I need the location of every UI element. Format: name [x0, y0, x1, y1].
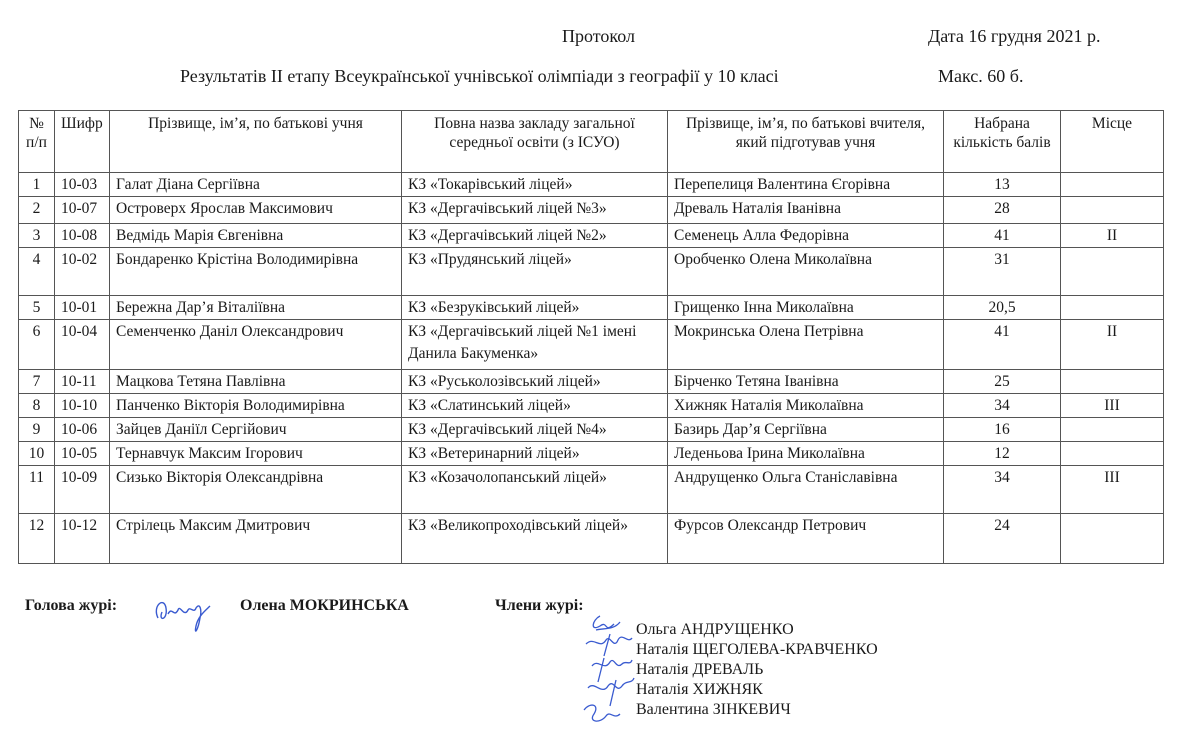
- table-row: [19, 296, 1164, 320]
- row-student: Бережна Дар’я Віталіївна: [110, 296, 402, 320]
- row-number: 4: [19, 248, 55, 296]
- row-teacher: Древаль Наталія Іванівна: [668, 197, 944, 224]
- row-score: 25: [944, 370, 1061, 394]
- row-number: 7: [19, 370, 55, 394]
- row-student: Бондаренко Крістіна Володимирівна: [110, 248, 402, 296]
- row-number: 8: [19, 394, 55, 418]
- document-subtitle: Результатів ІІ етапу Всеукраїнської учнівської олімпіади з географії у 10 класі: [180, 66, 779, 86]
- row-student: Островерх Ярослав Максимович: [110, 197, 402, 224]
- row-number: 5: [19, 296, 55, 320]
- table-row: [19, 418, 1164, 442]
- row-code: 10-02: [55, 248, 110, 296]
- table-header-row: [19, 111, 1164, 173]
- row-score: 12: [944, 442, 1061, 466]
- results-table: [18, 110, 1164, 564]
- row-teacher: Грищенко Інна Миколаївна: [668, 296, 944, 320]
- row-student: Тернавчук Максим Ігорович: [110, 442, 402, 466]
- table-row: [19, 224, 1164, 248]
- table-row: [19, 173, 1164, 197]
- table-row: [19, 514, 1164, 564]
- row-score: 20,5: [944, 296, 1061, 320]
- row-teacher: Мокринська Олена Петрівна: [668, 320, 944, 370]
- row-score: 31: [944, 248, 1061, 296]
- row-teacher: Леденьова Ірина Миколаївна: [668, 442, 944, 466]
- row-student: Зайцев Даніїл Сергійович: [110, 418, 402, 442]
- row-score: 34: [944, 466, 1061, 514]
- row-place: [1061, 370, 1164, 394]
- document-date: Дата 16 грудня 2021 р.: [928, 26, 1101, 46]
- row-score: 13: [944, 173, 1061, 197]
- row-school: КЗ «Прудянський ліцей»: [402, 248, 668, 296]
- row-teacher: Хижняк Наталія Миколаївна: [668, 394, 944, 418]
- row-score: 28: [944, 197, 1061, 224]
- row-teacher: Андрущенко Ольга Станіславівна: [668, 466, 944, 514]
- row-teacher: Фурсов Олександр Петрович: [668, 514, 944, 564]
- row-school: КЗ «Ветеринарний ліцей»: [402, 442, 668, 466]
- row-code: 10-08: [55, 224, 110, 248]
- row-score: 41: [944, 224, 1061, 248]
- row-student: Сизько Вікторія Олександрівна: [110, 466, 402, 514]
- row-code: 10-01: [55, 296, 110, 320]
- col-header-student: Прізвище, ім’я, по батькові учня: [110, 111, 402, 173]
- row-number: 3: [19, 224, 55, 248]
- row-place: ІІІ: [1061, 466, 1164, 514]
- row-code: 10-10: [55, 394, 110, 418]
- row-student: Ведмідь Марія Євгенівна: [110, 224, 402, 248]
- row-place: [1061, 442, 1164, 466]
- row-student: Панченко Вікторія Володимирівна: [110, 394, 402, 418]
- table-row: [19, 442, 1164, 466]
- col-header-school: Повна назва закладу загальної середньої освіти (з ІСУО): [402, 111, 668, 173]
- row-student: Мацкова Тетяна Павлівна: [110, 370, 402, 394]
- row-student: Семенченко Даніл Олександрович: [110, 320, 402, 370]
- row-school: КЗ «Дергачівський ліцей №4»: [402, 418, 668, 442]
- row-teacher: Базирь Дар’я Сергіївна: [668, 418, 944, 442]
- row-code: 10-06: [55, 418, 110, 442]
- row-number: 1: [19, 173, 55, 197]
- row-school: КЗ «Дергачівський ліцей №1 імені Данила Бакуменка»: [402, 320, 668, 370]
- row-place: ІІ: [1061, 320, 1164, 370]
- col-header-place: Місце: [1061, 111, 1164, 173]
- row-school: КЗ «Слатинський ліцей»: [402, 394, 668, 418]
- row-school: КЗ «Дергачівський ліцей №3»: [402, 197, 668, 224]
- row-student: Галат Діана Сергіївна: [110, 173, 402, 197]
- row-place: ІІ: [1061, 224, 1164, 248]
- row-teacher: Семенець Алла Федорівна: [668, 224, 944, 248]
- row-code: 10-11: [55, 370, 110, 394]
- row-score: 16: [944, 418, 1061, 442]
- col-header-code: Шифр: [55, 111, 110, 173]
- table-row: [19, 466, 1164, 514]
- row-number: 2: [19, 197, 55, 224]
- row-score: 34: [944, 394, 1061, 418]
- row-score: 24: [944, 514, 1061, 564]
- chair-signature-icon: [150, 588, 220, 638]
- table-row: [19, 197, 1164, 224]
- row-teacher: Оробченко Олена Миколаївна: [668, 248, 944, 296]
- row-place: [1061, 197, 1164, 224]
- jury-member: Наталія ЩЕГОЛЕВА-КРАВЧЕНКО: [636, 641, 878, 658]
- row-number: 10: [19, 442, 55, 466]
- jury-member: Валентина ЗІНКЕВИЧ: [636, 701, 791, 718]
- row-school: КЗ «Безруківський ліцей»: [402, 296, 668, 320]
- row-number: 9: [19, 418, 55, 442]
- row-school: КЗ «Великопроходівський ліцей»: [402, 514, 668, 564]
- members-signatures-icon: [570, 610, 640, 735]
- row-teacher: Бірченко Тетяна Іванівна: [668, 370, 944, 394]
- row-code: 10-05: [55, 442, 110, 466]
- jury-member: Наталія ХИЖНЯК: [636, 681, 763, 698]
- row-code: 10-07: [55, 197, 110, 224]
- row-place: [1061, 514, 1164, 564]
- max-score: Макс. 60 б.: [938, 66, 1024, 86]
- row-school: КЗ «Руськолозівський ліцей»: [402, 370, 668, 394]
- row-place: [1061, 173, 1164, 197]
- jury-member: Наталія ДРЕВАЛЬ: [636, 661, 764, 678]
- jury-member: Ольга АНДРУЩЕНКО: [636, 621, 794, 638]
- table-row: [19, 370, 1164, 394]
- members-label: Члени журі:: [495, 597, 584, 614]
- document-title: Протокол: [562, 26, 635, 46]
- row-score: 41: [944, 320, 1061, 370]
- row-place: [1061, 296, 1164, 320]
- row-teacher: Перепелиця Валентина Єгорівна: [668, 173, 944, 197]
- table-row: [19, 394, 1164, 418]
- row-number: 6: [19, 320, 55, 370]
- col-header-score: Набрана кількість балів: [944, 111, 1061, 173]
- row-place: [1061, 418, 1164, 442]
- row-place: [1061, 248, 1164, 296]
- row-school: КЗ «Дергачівський ліцей №2»: [402, 224, 668, 248]
- col-header-teacher: Прізвище, ім’я, по батькові вчителя, який підготував учня: [668, 111, 944, 173]
- chair-label: Голова журі:: [25, 597, 118, 614]
- row-number: 11: [19, 466, 55, 514]
- row-school: КЗ «Токарівський ліцей»: [402, 173, 668, 197]
- row-code: 10-04: [55, 320, 110, 370]
- chair-name: Олена МОКРИНСЬКА: [240, 597, 409, 614]
- row-student: Стрілець Максим Дмитрович: [110, 514, 402, 564]
- row-number: 12: [19, 514, 55, 564]
- table-row: [19, 320, 1164, 370]
- col-header-number: № п/п: [19, 111, 55, 173]
- row-place: ІІІ: [1061, 394, 1164, 418]
- table-row: [19, 248, 1164, 296]
- row-code: 10-09: [55, 466, 110, 514]
- row-code: 10-03: [55, 173, 110, 197]
- row-code: 10-12: [55, 514, 110, 564]
- row-school: КЗ «Козачолопанський ліцей»: [402, 466, 668, 514]
